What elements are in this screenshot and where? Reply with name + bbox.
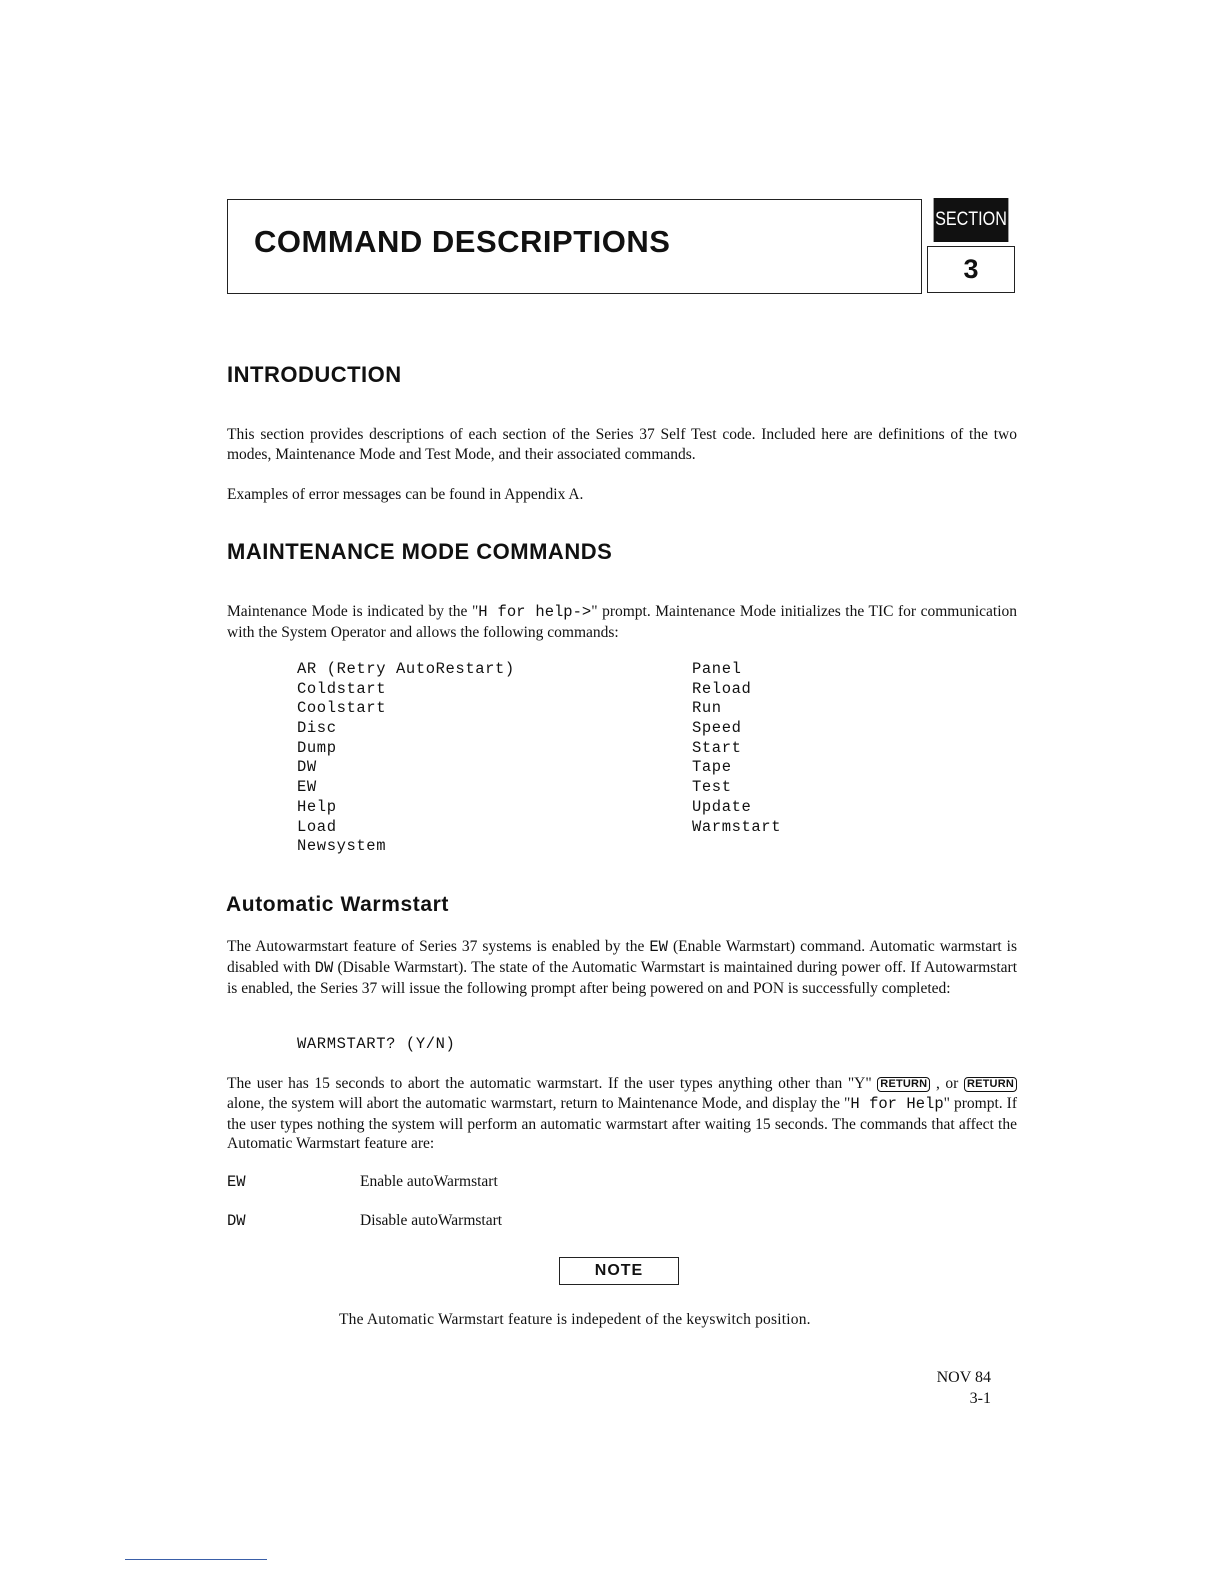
note-label: NOTE [559, 1257, 679, 1285]
command-item: Tape [692, 758, 732, 777]
command-item: Help [297, 797, 337, 816]
command-item: Update [692, 797, 752, 816]
maintenance-intro-text-b: " prompt. Maintenance Mode initializes the TIC for communication with the System Operator and allows the following commands: [227, 603, 1017, 641]
page-number: 3-1 [969, 1390, 991, 1407]
command-list-right [692, 660, 781, 837]
section-number: 3 [927, 246, 1015, 293]
command-item: Run [692, 699, 722, 718]
maintenance-prompt: H for help-> [478, 603, 592, 621]
command-item: Dump [297, 738, 337, 757]
dw-inline-code: DW [314, 958, 334, 977]
definition-description: Enable autoWarmstart [360, 1173, 498, 1190]
warmstart-paragraph-2 [227, 1074, 1017, 1154]
command-item: Reload [692, 679, 752, 698]
command-item: AR (Retry AutoRestart) [297, 660, 515, 678]
page-title: COMMAND DESCRIPTIONS [254, 224, 671, 259]
definition-term: DW [227, 1212, 246, 1230]
footer-date: NOV 84 [936, 1369, 991, 1386]
warmstart-heading: Automatic Warmstart [226, 893, 449, 916]
warmstart-p1-text-b: (Enable Warmstart) command. Automatic warmstart is disabled with [227, 938, 1017, 976]
section-title-box [227, 199, 922, 294]
definition-term: EW [227, 1173, 246, 1191]
command-list-left [297, 660, 515, 857]
introduction-heading: INTRODUCTION [227, 362, 402, 387]
bottom-divider [125, 1559, 267, 1560]
warmstart-p2-text-d: " prompt. If the user types nothing the system will perform an automatic warmstart after waiting 15 seconds. The commands that affect the Automatic Warmstart feature are: [227, 1094, 1017, 1153]
warmstart-p2-text-c: alone, the system will abort the automatic warmstart, return to Maintenance Mode, and display the " [227, 1094, 851, 1112]
definition-description: Disable autoWarmstart [360, 1212, 503, 1229]
command-item: Test [692, 778, 732, 797]
command-item: EW [297, 778, 317, 797]
warmstart-p2-text-b: , or [930, 1075, 964, 1092]
command-item: DW [297, 758, 317, 777]
section-label: SECTION [934, 198, 1009, 242]
command-item: Coolstart [297, 699, 387, 718]
command-item: Speed [692, 719, 742, 738]
introduction-paragraph-2: Examples of error messages can be found in Appendix A. [227, 486, 584, 503]
command-item: Warmstart [692, 817, 782, 836]
command-item: Load [297, 817, 337, 836]
command-item: Disc [297, 719, 337, 738]
note-text: The Automatic Warmstart feature is indepedent of the keyswitch position. [339, 1311, 811, 1328]
help-prompt-inline: H for Help [850, 1094, 944, 1113]
maintenance-heading: MAINTENANCE MODE COMMANDS [227, 539, 613, 564]
ew-inline-code: EW [649, 938, 668, 956]
introduction-paragraph-1: This section provides descriptions of each section of the Series 37 Self Test code. Included here are definitions of the two modes, Maintenance Mode and Test Mode, and their associated commands. [227, 426, 1017, 463]
warmstart-p1-text-c: (Disable Warmstart). The state of the Automatic Warmstart is maintained during power off. If Autowarmstart is enabled, the Series 37 will issue the following prompt after being powered on and PON is successfully completed: [227, 958, 1017, 997]
maintenance-intro [227, 602, 1017, 643]
return-key-icon: RETURN [877, 1077, 930, 1092]
warmstart-p1-text-a: The Autowarmstart feature of Series 37 systems is enabled by the [227, 938, 650, 955]
maintenance-intro-text-a: Maintenance Mode is indicated by the " [227, 603, 479, 620]
warmstart-prompt: WARMSTART? (Y/N) [297, 1035, 456, 1053]
command-item: Coldstart [297, 679, 387, 698]
command-item: Newsystem [297, 837, 387, 856]
command-item: Start [692, 738, 742, 757]
command-item: Panel [692, 660, 742, 678]
return-key-icon: RETURN [964, 1077, 1017, 1092]
warmstart-paragraph-1 [227, 937, 1017, 998]
warmstart-p2-text-a: The user has 15 seconds to abort the automatic warmstart. If the user types anything other than "Y" [227, 1075, 878, 1092]
